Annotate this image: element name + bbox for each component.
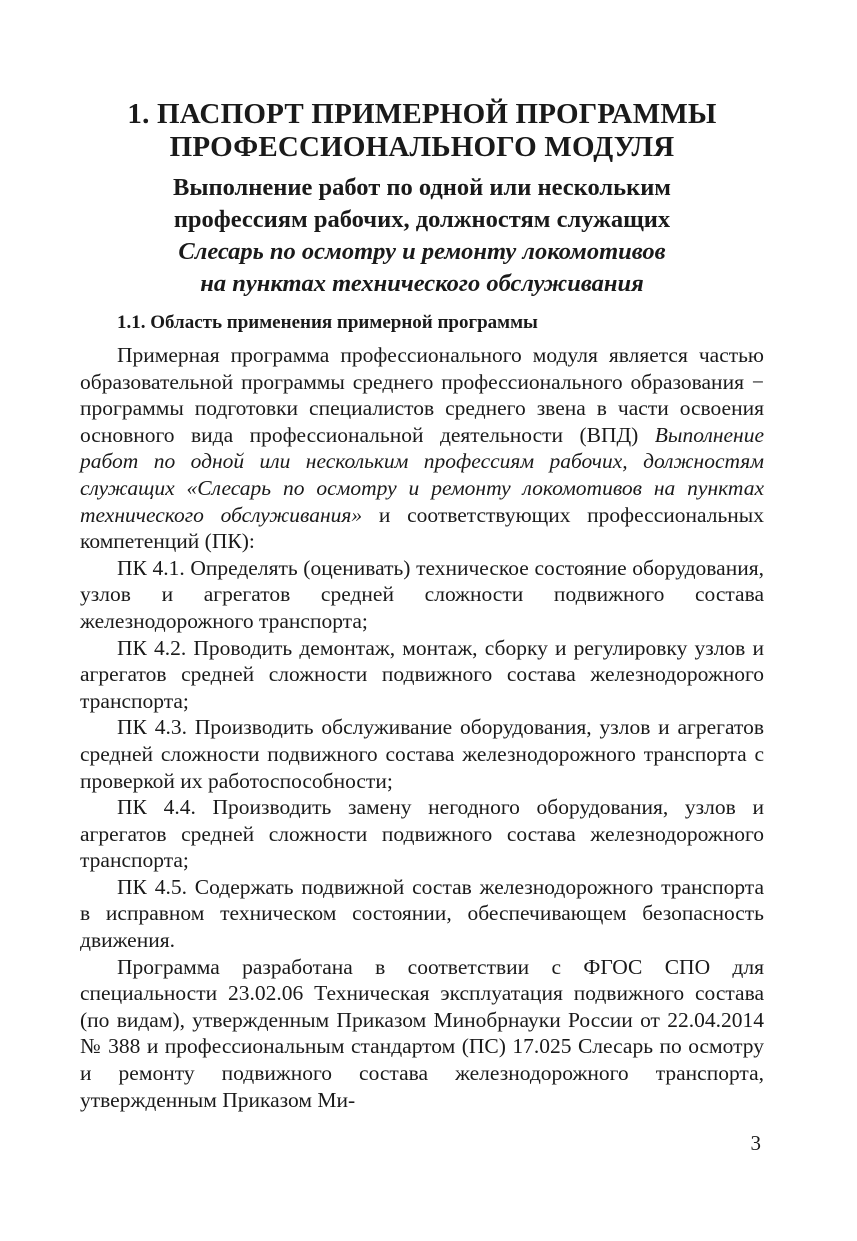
profession-subtitle	[80, 236, 764, 300]
page-number: 3	[750, 1131, 761, 1155]
main-title	[80, 98, 764, 164]
intro-paragraph	[80, 342, 764, 555]
pk-4-5-paragraph: ПК 4.5. Содержать подвижной состав железнодорожного транспорта в исправном техническом состоянии, обеспечивающем безопасность движения.	[80, 874, 764, 953]
intro-text-part-2: и соответствующих профессиональных компетенций (ПК):	[80, 502, 764, 554]
pk-4-3-paragraph: ПК 4.3. Производить обслуживание оборудования, узлов и агрегатов средней сложности подвижного состава железнодорожного транспорта с проверкой их работоспособности;	[80, 715, 764, 793]
subtitle-line-1: Выполнение работ по одной или нескольким	[172, 174, 671, 201]
main-title-line-2: ПРОФЕССИОНАЛЬНОГО МОДУЛЯ	[169, 131, 675, 163]
subtitle-line-2: профессиям рабочих, должностям служащих	[173, 206, 671, 233]
intro-italic-text: Выполнение работ по одной или нескольким профессиям рабочих, должностям служащих «Слесарь по осмотру и ремонту локомотивов на пунктах технического обслуживания»	[80, 422, 764, 527]
body-text	[80, 342, 764, 1113]
pk-4-2-paragraph: ПК 4.2. Проводить демонтаж, монтаж, сборку и регулировку узлов и агрегатов средней сложности подвижного состава железнодорожного транспорта;	[80, 635, 764, 713]
title-block	[80, 98, 764, 300]
section-heading: 1.1. Область применения примерной программы	[117, 312, 538, 333]
subtitle-italic-line-1: Слесарь по осмотру и ремонту локомотивов	[178, 238, 666, 265]
pk-4-1-paragraph: ПК 4.1. Определять (оценивать) техническое состояние оборудования, узлов и агрегатов средней сложности подвижного состава железнодорожного транспорта;	[80, 555, 764, 633]
module-subtitle	[80, 172, 764, 236]
program-paragraph: Программа разработана в соответствии с ФГОС СПО для специальности 23.02.06 Техническая эксплуатация подвижного состава (по видам), утвержденным Приказом Минобрнауки России от 22.04.2014 № 388 и профессиональным стандартом (ПС) 17.025 Слесарь по осмотру и ремонту подвижного состава железнодорожного транспорта, утвержденным Приказом Ми-	[80, 954, 764, 1112]
pk-4-4-paragraph: ПК 4.4. Производить замену негодного оборудования, узлов и агрегатов средней сложности подвижного состава железнодорожного транспорта;	[80, 795, 764, 873]
main-title-line-1: 1. ПАСПОРТ ПРИМЕРНОЙ ПРОГРАММЫ	[127, 98, 717, 130]
intro-text-part-1: Примерная программа профессионального модуля является частью образовательной программы среднего профессионального образования − программы подготовки специалистов среднего звена в части освоения основного вида профессиональной деятельности (ВПД)	[80, 343, 764, 447]
subtitle-italic-line-2: на пунктах технического обслуживания	[200, 270, 644, 297]
